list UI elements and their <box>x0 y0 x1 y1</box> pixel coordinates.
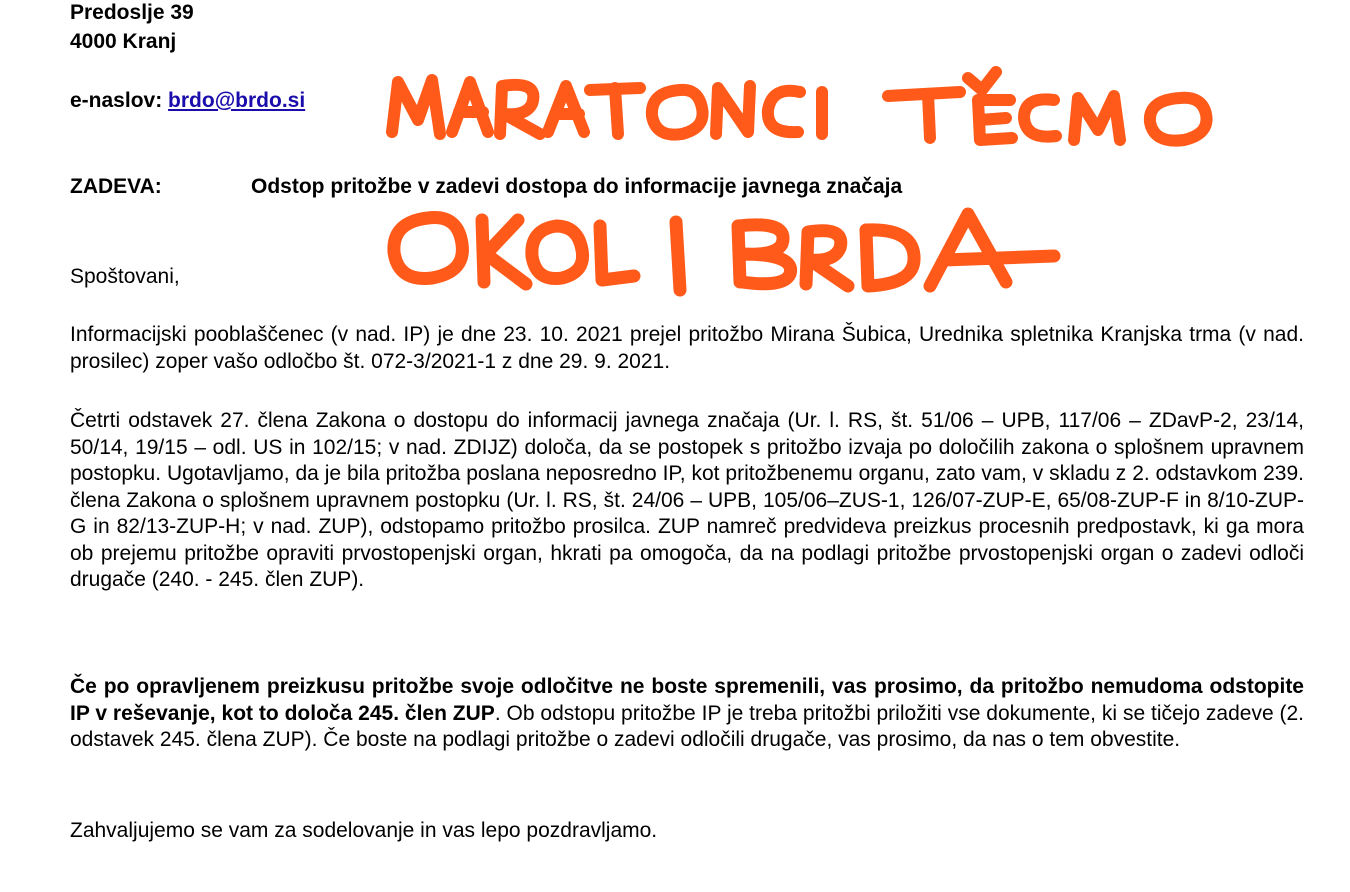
subject-label: ZADEVA: <box>70 175 162 198</box>
subject-text: Odstop pritožbe v zadevi dostopa do informacije javnega značaja <box>251 175 903 198</box>
handwriting-line-2 <box>394 214 1054 290</box>
paragraph-3-text: . Ob odstopu pritožbe IP je treba pritožbi priložiti vse dokumente, ki se tičejo zadeve (2. odstavek 245. člena ZUP). Če boste na podlagi pritožbe o zadevi odločili drugače, vas prosimo, da nas o tem obvestite. <box>70 701 1305 751</box>
paragraph-2-text: Četrti odstavek 27. člena Zakona o dostopu do informacij javnega značaja (Ur. l. RS, št. 51/06 – UPB, 117/06 – ZDavP-2, 23/14, 50/14, 19/15 – odl. US in 102/15; v nad. ZDIJZ) določa, da se postopek s pritožbo izvaja po določilih zakona o splošnem upravnem postopku. Ugotavljamo, da je bila pritožba poslana neposredno IP, kot pritožbenemu organu, zato vam, v skladu z 2. odstavkom 239. člena Zakona o splošnem upravnem postopku (Ur. l. RS, št. 24/06 – UPB, 105/06–ZUS-1, 126/07-ZUP-E, 65/08-ZUP-F in 8/10-ZUP-G in 82/13-ZUP-H; v nad. ZUP), odstopamo pritožbo prosilca. ZUP namreč predvideva preizkus procesnih predpostavk, ki ga mora ob prejemu pritožbe opraviti prvostopenjski organ, hkrati pa omogoča, da na podlagi pritožbe prvostopenjski organ o zadevi odloči drugače (240. - 245. člen ZUP). <box>70 409 1304 591</box>
paragraph-1-text: Informacijski pooblaščenec (v nad. IP) je dne 23. 10. 2021 prejel pritožbo Mirana Šubica, Urednika spletnika Kranjska trma (v nad. prosilec) zoper vašo odločbo št. 072-3/2021-1 z dne 29. 9. 2021. <box>70 323 1304 373</box>
paragraph-4 <box>70 818 1304 845</box>
paragraph-3-bold: Če po opravljenem preizkusu pritožbe svoje odločitve ne boste spremenili, vas prosimo, da pritožbo nemudoma odstopite IP v reševanje, kot to določa 245. člen ZUP <box>70 675 1304 725</box>
paragraph-4-text: Zahvaljujemo se vam za sodelovanje in vas lepo pozdravljamo. <box>70 819 658 842</box>
paragraph-3 <box>70 674 1304 754</box>
address-city: 4000 Kranj <box>70 30 177 53</box>
handwriting-line-1 <box>392 72 1207 141</box>
paragraph-1 <box>70 322 1304 375</box>
salutation: Spoštovani, <box>70 265 180 288</box>
paragraph-2 <box>70 408 1304 594</box>
email-link[interactable]: brdo@brdo.si <box>168 89 306 112</box>
email-line <box>70 88 305 114</box>
address-street: Predoslje 39 <box>70 1 194 24</box>
email-label: e-naslov: <box>70 89 163 112</box>
